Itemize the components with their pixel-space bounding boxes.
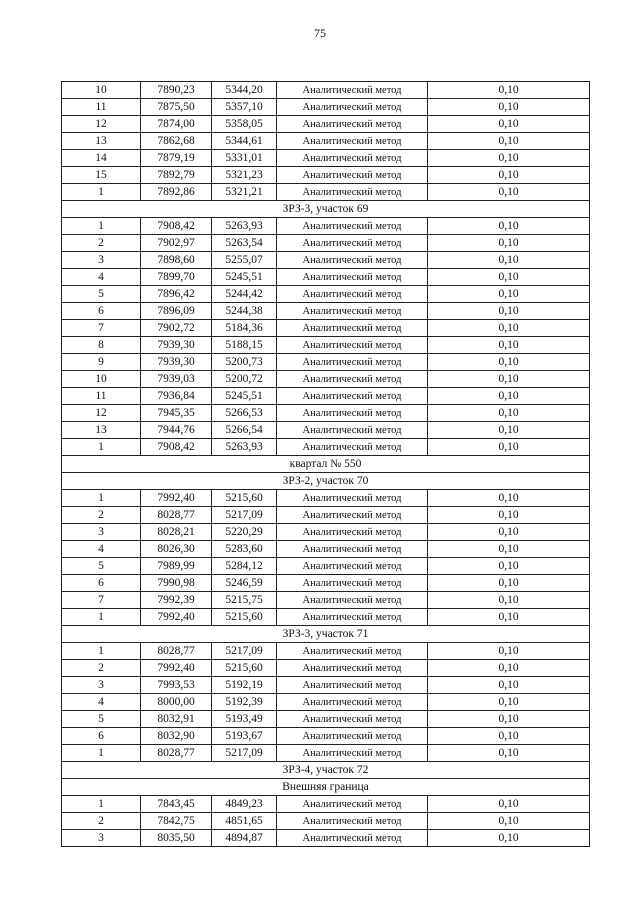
x-coordinate-cell: 8000,00 xyxy=(141,694,212,711)
accuracy-cell: 0,10 xyxy=(428,643,590,660)
y-coordinate-cell: 5215,60 xyxy=(212,490,277,507)
accuracy-cell: 0,10 xyxy=(428,337,590,354)
point-number-cell: 2 xyxy=(62,813,141,830)
method-cell: Аналитический метод xyxy=(277,82,428,99)
method-cell: Аналитический метод xyxy=(277,235,428,252)
x-coordinate-cell: 8028,21 xyxy=(141,524,212,541)
y-coordinate-cell: 5244,42 xyxy=(212,286,277,303)
x-coordinate-cell: 7992,40 xyxy=(141,609,212,626)
section-header-row xyxy=(62,762,590,779)
table-row xyxy=(62,524,590,541)
point-number-cell: 2 xyxy=(62,507,141,524)
accuracy-cell: 0,10 xyxy=(428,133,590,150)
table-row xyxy=(62,575,590,592)
y-coordinate-cell: 5217,09 xyxy=(212,745,277,762)
method-cell: Аналитический метод xyxy=(277,643,428,660)
accuracy-cell: 0,10 xyxy=(428,507,590,524)
y-coordinate-cell: 5266,53 xyxy=(212,405,277,422)
y-coordinate-cell: 5357,10 xyxy=(212,99,277,116)
y-coordinate-cell: 5193,49 xyxy=(212,711,277,728)
table-row xyxy=(62,184,590,201)
accuracy-cell: 0,10 xyxy=(428,405,590,422)
y-coordinate-cell: 5200,72 xyxy=(212,371,277,388)
section-title: квартал № 550 xyxy=(62,456,590,473)
table-row xyxy=(62,269,590,286)
x-coordinate-cell: 8026,30 xyxy=(141,541,212,558)
method-cell: Аналитический метод xyxy=(277,796,428,813)
accuracy-cell: 0,10 xyxy=(428,813,590,830)
x-coordinate-cell: 7908,42 xyxy=(141,218,212,235)
point-number-cell: 15 xyxy=(62,167,141,184)
y-coordinate-cell: 5263,54 xyxy=(212,235,277,252)
x-coordinate-cell: 7902,97 xyxy=(141,235,212,252)
y-coordinate-cell: 5321,21 xyxy=(212,184,277,201)
method-cell: Аналитический метод xyxy=(277,575,428,592)
x-coordinate-cell: 7992,40 xyxy=(141,490,212,507)
section-title: ЗРЗ-3, участок 69 xyxy=(62,201,590,218)
table-row xyxy=(62,405,590,422)
y-coordinate-cell: 5220,29 xyxy=(212,524,277,541)
x-coordinate-cell: 7892,86 xyxy=(141,184,212,201)
table-row xyxy=(62,371,590,388)
method-cell: Аналитический метод xyxy=(277,303,428,320)
x-coordinate-cell: 7939,03 xyxy=(141,371,212,388)
method-cell: Аналитический метод xyxy=(277,660,428,677)
y-coordinate-cell: 5200,73 xyxy=(212,354,277,371)
table-row xyxy=(62,167,590,184)
point-number-cell: 12 xyxy=(62,116,141,133)
point-number-cell: 4 xyxy=(62,541,141,558)
point-number-cell: 11 xyxy=(62,99,141,116)
method-cell: Аналитический метод xyxy=(277,286,428,303)
accuracy-cell: 0,10 xyxy=(428,575,590,592)
method-cell: Аналитический метод xyxy=(277,677,428,694)
x-coordinate-cell: 7843,45 xyxy=(141,796,212,813)
table-row xyxy=(62,592,590,609)
method-cell: Аналитический метод xyxy=(277,490,428,507)
accuracy-cell: 0,10 xyxy=(428,269,590,286)
point-number-cell: 7 xyxy=(62,320,141,337)
point-number-cell: 6 xyxy=(62,303,141,320)
point-number-cell: 12 xyxy=(62,405,141,422)
section-header-row xyxy=(62,473,590,490)
x-coordinate-cell: 7896,09 xyxy=(141,303,212,320)
table-row xyxy=(62,116,590,133)
point-number-cell: 4 xyxy=(62,269,141,286)
method-cell: Аналитический метод xyxy=(277,167,428,184)
accuracy-cell: 0,10 xyxy=(428,82,590,99)
point-number-cell: 13 xyxy=(62,422,141,439)
point-number-cell: 14 xyxy=(62,150,141,167)
accuracy-cell: 0,10 xyxy=(428,711,590,728)
y-coordinate-cell: 5255,07 xyxy=(212,252,277,269)
y-coordinate-cell: 5245,51 xyxy=(212,388,277,405)
table-row xyxy=(62,82,590,99)
point-number-cell: 6 xyxy=(62,728,141,745)
method-cell: Аналитический метод xyxy=(277,371,428,388)
table-row xyxy=(62,745,590,762)
method-cell: Аналитический метод xyxy=(277,558,428,575)
point-number-cell: 1 xyxy=(62,796,141,813)
point-number-cell: 9 xyxy=(62,354,141,371)
x-coordinate-cell: 8028,77 xyxy=(141,745,212,762)
accuracy-cell: 0,10 xyxy=(428,116,590,133)
point-number-cell: 2 xyxy=(62,235,141,252)
accuracy-cell: 0,10 xyxy=(428,660,590,677)
section-title: ЗРЗ-4, участок 72 xyxy=(62,762,590,779)
y-coordinate-cell: 5215,75 xyxy=(212,592,277,609)
accuracy-cell: 0,10 xyxy=(428,235,590,252)
table-row xyxy=(62,507,590,524)
table-row xyxy=(62,609,590,626)
accuracy-cell: 0,10 xyxy=(428,609,590,626)
y-coordinate-cell: 5192,19 xyxy=(212,677,277,694)
x-coordinate-cell: 8035,50 xyxy=(141,830,212,847)
y-coordinate-cell: 5244,38 xyxy=(212,303,277,320)
x-coordinate-cell: 8028,77 xyxy=(141,507,212,524)
method-cell: Аналитический метод xyxy=(277,830,428,847)
method-cell: Аналитический метод xyxy=(277,252,428,269)
table-row xyxy=(62,99,590,116)
section-header-row xyxy=(62,626,590,643)
x-coordinate-cell: 7944,76 xyxy=(141,422,212,439)
accuracy-cell: 0,10 xyxy=(428,490,590,507)
accuracy-cell: 0,10 xyxy=(428,320,590,337)
table-row xyxy=(62,830,590,847)
accuracy-cell: 0,10 xyxy=(428,167,590,184)
page-number: 75 xyxy=(314,26,326,40)
method-cell: Аналитический метод xyxy=(277,728,428,745)
accuracy-cell: 0,10 xyxy=(428,303,590,320)
table-row xyxy=(62,286,590,303)
x-coordinate-cell: 7875,50 xyxy=(141,99,212,116)
section-title: ЗРЗ-2, участок 70 xyxy=(62,473,590,490)
method-cell: Аналитический метод xyxy=(277,405,428,422)
point-number-cell: 3 xyxy=(62,677,141,694)
coordinates-table xyxy=(61,81,590,847)
accuracy-cell: 0,10 xyxy=(428,388,590,405)
point-number-cell: 1 xyxy=(62,745,141,762)
y-coordinate-cell: 5283,60 xyxy=(212,541,277,558)
point-number-cell: 1 xyxy=(62,643,141,660)
table-row xyxy=(62,558,590,575)
method-cell: Аналитический метод xyxy=(277,133,428,150)
accuracy-cell: 0,10 xyxy=(428,745,590,762)
x-coordinate-cell: 7879,19 xyxy=(141,150,212,167)
section-header-row xyxy=(62,456,590,473)
x-coordinate-cell: 7993,53 xyxy=(141,677,212,694)
accuracy-cell: 0,10 xyxy=(428,728,590,745)
accuracy-cell: 0,10 xyxy=(428,524,590,541)
x-coordinate-cell: 8032,90 xyxy=(141,728,212,745)
accuracy-cell: 0,10 xyxy=(428,541,590,558)
point-number-cell: 10 xyxy=(62,82,141,99)
method-cell: Аналитический метод xyxy=(277,694,428,711)
point-number-cell: 8 xyxy=(62,337,141,354)
method-cell: Аналитический метод xyxy=(277,745,428,762)
y-coordinate-cell: 5184,36 xyxy=(212,320,277,337)
y-coordinate-cell: 5246,59 xyxy=(212,575,277,592)
method-cell: Аналитический метод xyxy=(277,524,428,541)
accuracy-cell: 0,10 xyxy=(428,252,590,269)
y-coordinate-cell: 5215,60 xyxy=(212,660,277,677)
point-number-cell: 10 xyxy=(62,371,141,388)
table-row xyxy=(62,660,590,677)
method-cell: Аналитический метод xyxy=(277,184,428,201)
coordinates-table-body xyxy=(62,82,590,847)
point-number-cell: 5 xyxy=(62,558,141,575)
point-number-cell: 5 xyxy=(62,286,141,303)
method-cell: Аналитический метод xyxy=(277,116,428,133)
method-cell: Аналитический метод xyxy=(277,422,428,439)
method-cell: Аналитический метод xyxy=(277,541,428,558)
y-coordinate-cell: 4849,23 xyxy=(212,796,277,813)
x-coordinate-cell: 8028,77 xyxy=(141,643,212,660)
x-coordinate-cell: 7990,98 xyxy=(141,575,212,592)
method-cell: Аналитический метод xyxy=(277,354,428,371)
table-row xyxy=(62,728,590,745)
y-coordinate-cell: 5284,12 xyxy=(212,558,277,575)
accuracy-cell: 0,10 xyxy=(428,184,590,201)
accuracy-cell: 0,10 xyxy=(428,150,590,167)
y-coordinate-cell: 5344,61 xyxy=(212,133,277,150)
point-number-cell: 3 xyxy=(62,830,141,847)
point-number-cell: 1 xyxy=(62,609,141,626)
table-row xyxy=(62,354,590,371)
section-title: Внешняя граница xyxy=(62,779,590,796)
x-coordinate-cell: 7890,23 xyxy=(141,82,212,99)
point-number-cell: 3 xyxy=(62,252,141,269)
accuracy-cell: 0,10 xyxy=(428,371,590,388)
method-cell: Аналитический метод xyxy=(277,99,428,116)
method-cell: Аналитический метод xyxy=(277,813,428,830)
accuracy-cell: 0,10 xyxy=(428,439,590,456)
table-row xyxy=(62,218,590,235)
y-coordinate-cell: 4894,87 xyxy=(212,830,277,847)
x-coordinate-cell: 8032,91 xyxy=(141,711,212,728)
point-number-cell: 4 xyxy=(62,694,141,711)
y-coordinate-cell: 5331,01 xyxy=(212,150,277,167)
table-row xyxy=(62,643,590,660)
accuracy-cell: 0,10 xyxy=(428,422,590,439)
x-coordinate-cell: 7989,99 xyxy=(141,558,212,575)
method-cell: Аналитический метод xyxy=(277,150,428,167)
section-header-row xyxy=(62,779,590,796)
table-row xyxy=(62,694,590,711)
point-number-cell: 2 xyxy=(62,660,141,677)
table-row xyxy=(62,422,590,439)
table-row xyxy=(62,303,590,320)
method-cell: Аналитический метод xyxy=(277,592,428,609)
x-coordinate-cell: 7945,35 xyxy=(141,405,212,422)
x-coordinate-cell: 7992,40 xyxy=(141,660,212,677)
x-coordinate-cell: 7939,30 xyxy=(141,354,212,371)
y-coordinate-cell: 5193,67 xyxy=(212,728,277,745)
point-number-cell: 7 xyxy=(62,592,141,609)
section-header-row xyxy=(62,201,590,218)
section-title: ЗРЗ-3, участок 71 xyxy=(62,626,590,643)
table-row xyxy=(62,813,590,830)
accuracy-cell: 0,10 xyxy=(428,796,590,813)
method-cell: Аналитический метод xyxy=(277,711,428,728)
y-coordinate-cell: 5321,23 xyxy=(212,167,277,184)
table-row xyxy=(62,490,590,507)
x-coordinate-cell: 7862,68 xyxy=(141,133,212,150)
y-coordinate-cell: 5217,09 xyxy=(212,507,277,524)
x-coordinate-cell: 7992,39 xyxy=(141,592,212,609)
x-coordinate-cell: 7898,60 xyxy=(141,252,212,269)
y-coordinate-cell: 5263,93 xyxy=(212,439,277,456)
method-cell: Аналитический метод xyxy=(277,609,428,626)
y-coordinate-cell: 5215,60 xyxy=(212,609,277,626)
point-number-cell: 1 xyxy=(62,218,141,235)
accuracy-cell: 0,10 xyxy=(428,694,590,711)
point-number-cell: 11 xyxy=(62,388,141,405)
point-number-cell: 6 xyxy=(62,575,141,592)
table-row xyxy=(62,796,590,813)
accuracy-cell: 0,10 xyxy=(428,830,590,847)
table-row xyxy=(62,150,590,167)
y-coordinate-cell: 5266,54 xyxy=(212,422,277,439)
accuracy-cell: 0,10 xyxy=(428,354,590,371)
x-coordinate-cell: 7842,75 xyxy=(141,813,212,830)
table-row xyxy=(62,252,590,269)
accuracy-cell: 0,10 xyxy=(428,677,590,694)
table-row xyxy=(62,711,590,728)
table-row xyxy=(62,439,590,456)
table-row xyxy=(62,320,590,337)
x-coordinate-cell: 7874,00 xyxy=(141,116,212,133)
method-cell: Аналитический метод xyxy=(277,269,428,286)
x-coordinate-cell: 7896,42 xyxy=(141,286,212,303)
point-number-cell: 3 xyxy=(62,524,141,541)
table-row xyxy=(62,677,590,694)
x-coordinate-cell: 7908,42 xyxy=(141,439,212,456)
x-coordinate-cell: 7936,84 xyxy=(141,388,212,405)
method-cell: Аналитический метод xyxy=(277,439,428,456)
y-coordinate-cell: 5192,39 xyxy=(212,694,277,711)
x-coordinate-cell: 7892,79 xyxy=(141,167,212,184)
point-number-cell: 1 xyxy=(62,490,141,507)
accuracy-cell: 0,10 xyxy=(428,558,590,575)
y-coordinate-cell: 5188,15 xyxy=(212,337,277,354)
x-coordinate-cell: 7899,70 xyxy=(141,269,212,286)
method-cell: Аналитический метод xyxy=(277,388,428,405)
y-coordinate-cell: 4851,65 xyxy=(212,813,277,830)
table-row xyxy=(62,541,590,558)
accuracy-cell: 0,10 xyxy=(428,99,590,116)
table-row xyxy=(62,235,590,252)
point-number-cell: 5 xyxy=(62,711,141,728)
point-number-cell: 1 xyxy=(62,184,141,201)
y-coordinate-cell: 5344,20 xyxy=(212,82,277,99)
y-coordinate-cell: 5358,05 xyxy=(212,116,277,133)
method-cell: Аналитический метод xyxy=(277,218,428,235)
point-number-cell: 13 xyxy=(62,133,141,150)
accuracy-cell: 0,10 xyxy=(428,592,590,609)
point-number-cell: 1 xyxy=(62,439,141,456)
y-coordinate-cell: 5217,09 xyxy=(212,643,277,660)
accuracy-cell: 0,10 xyxy=(428,218,590,235)
x-coordinate-cell: 7939,30 xyxy=(141,337,212,354)
method-cell: Аналитический метод xyxy=(277,337,428,354)
y-coordinate-cell: 5245,51 xyxy=(212,269,277,286)
accuracy-cell: 0,10 xyxy=(428,286,590,303)
y-coordinate-cell: 5263,93 xyxy=(212,218,277,235)
table-row xyxy=(62,388,590,405)
method-cell: Аналитический метод xyxy=(277,507,428,524)
table-row xyxy=(62,337,590,354)
method-cell: Аналитический метод xyxy=(277,320,428,337)
x-coordinate-cell: 7902,72 xyxy=(141,320,212,337)
table-row xyxy=(62,133,590,150)
